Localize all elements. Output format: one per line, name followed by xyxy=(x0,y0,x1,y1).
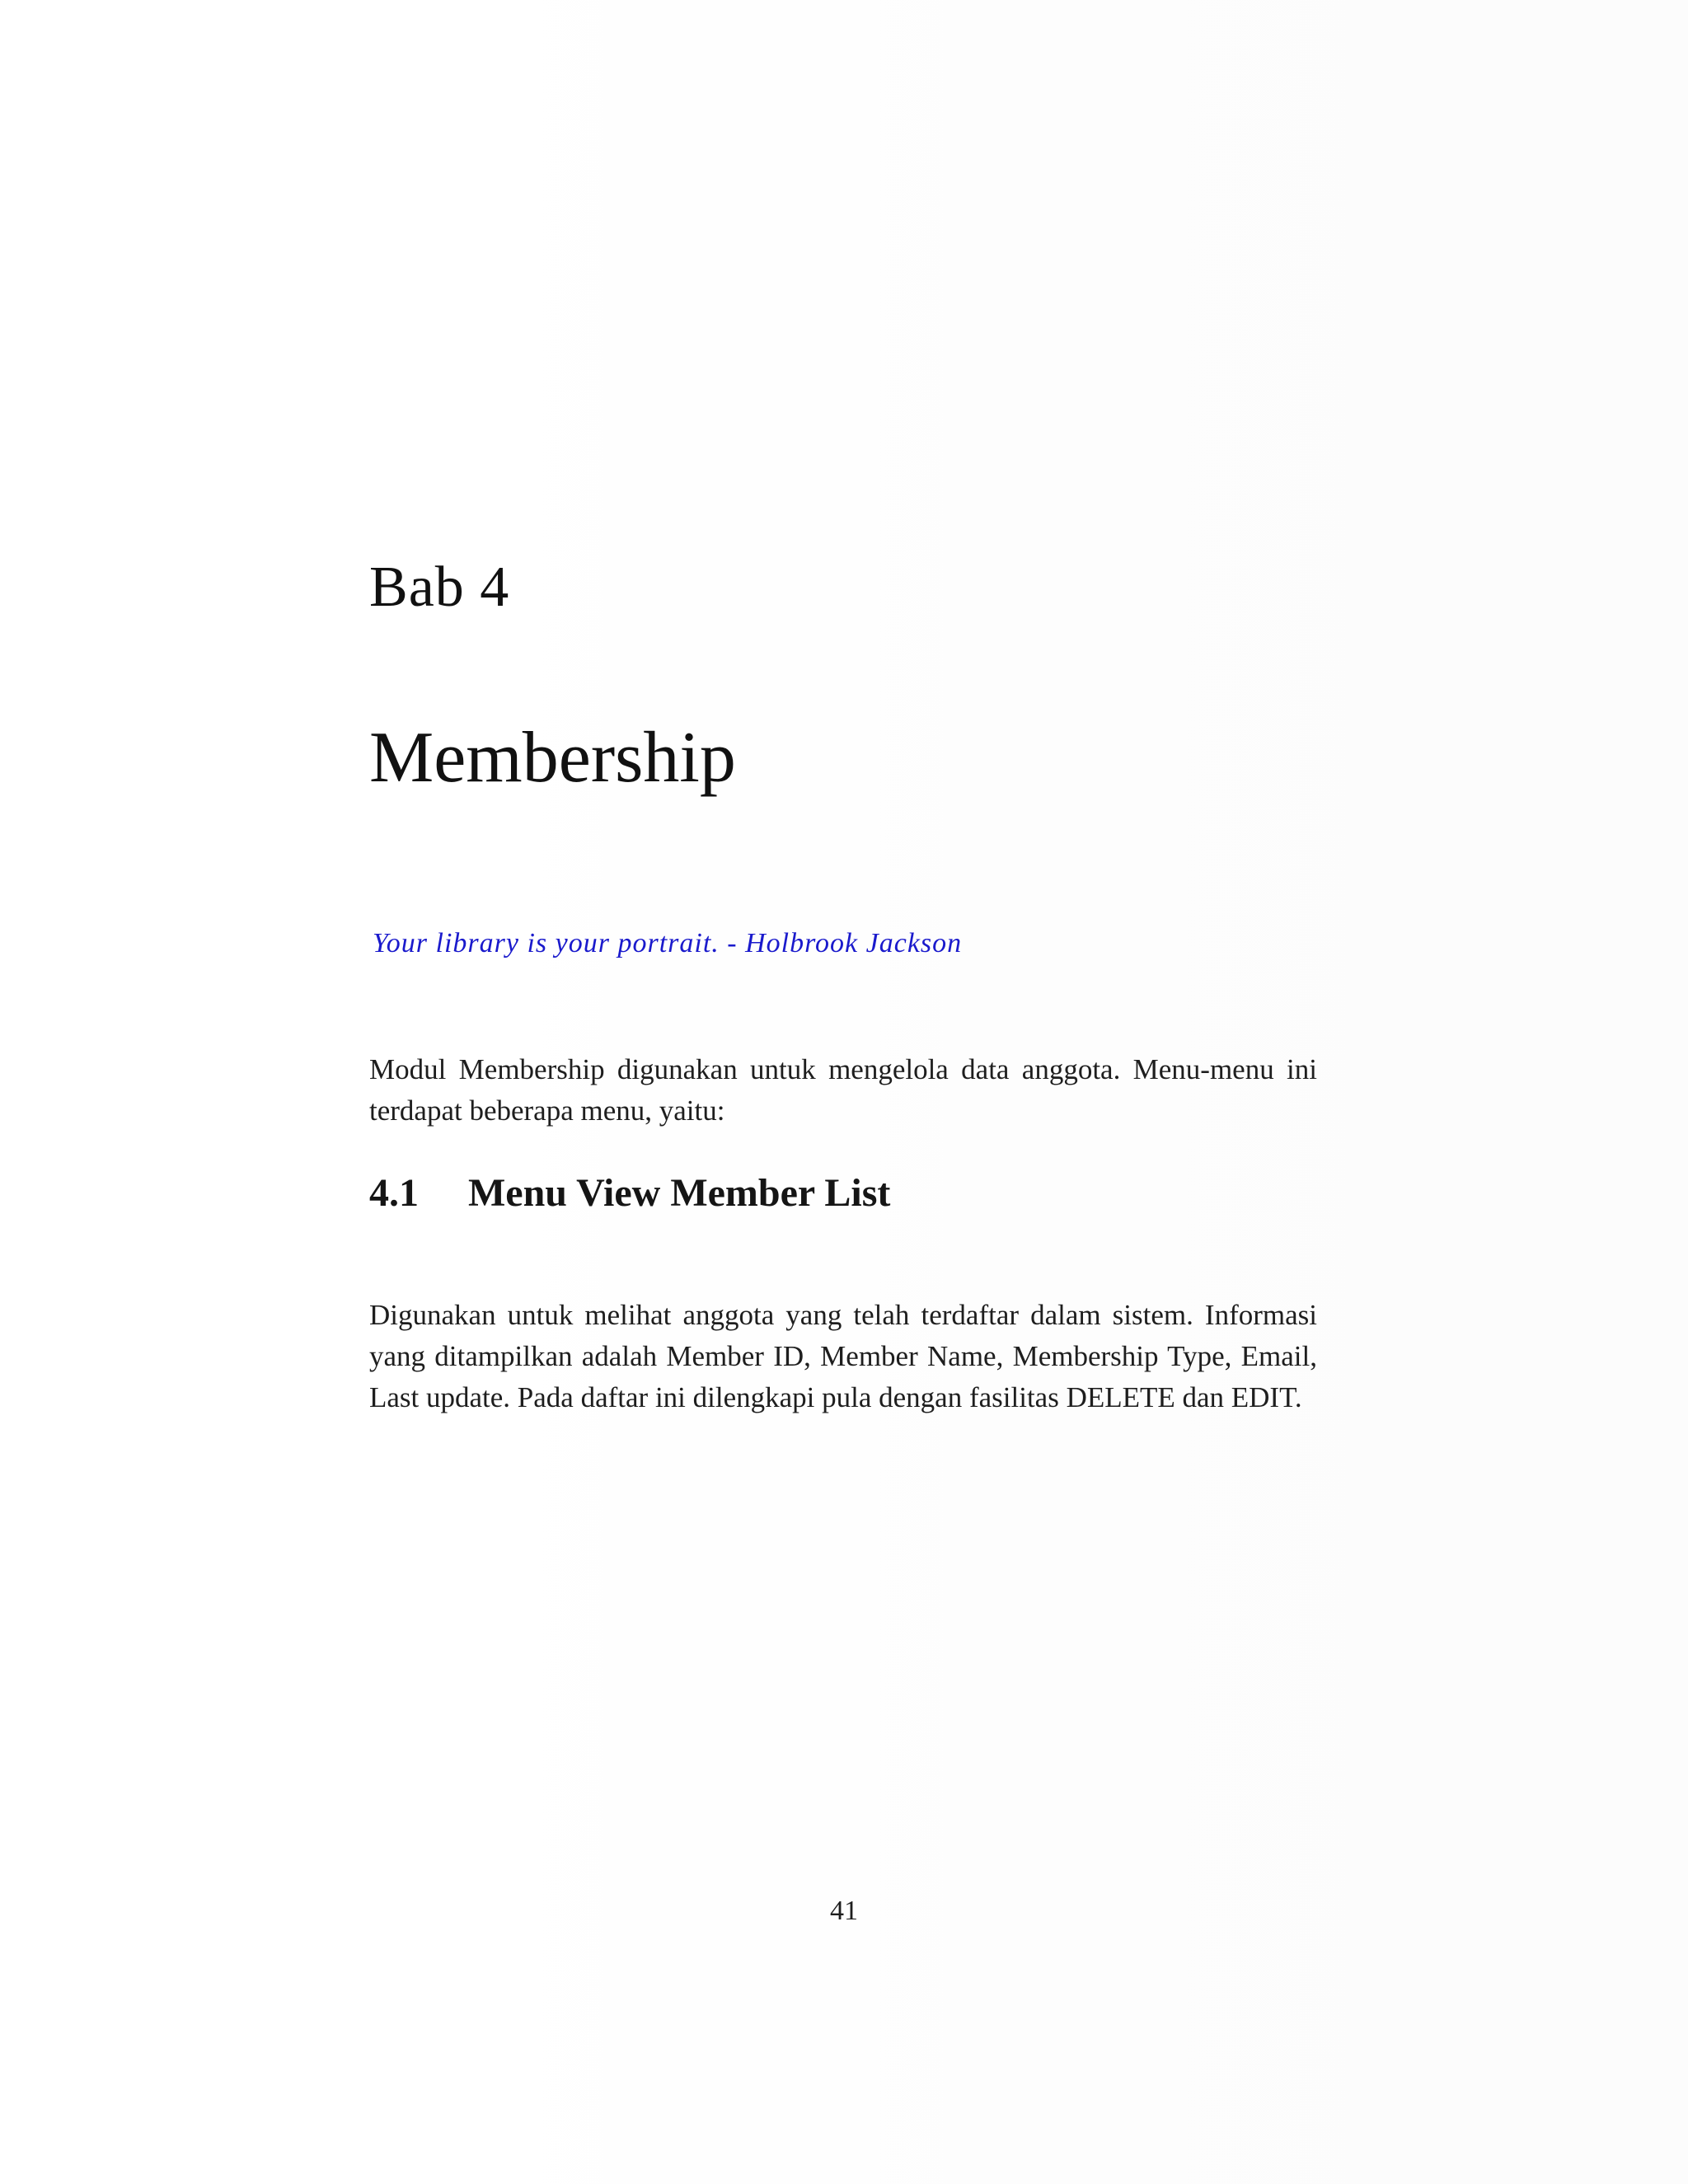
chapter-label: Bab 4 xyxy=(369,555,510,619)
page-number: 41 xyxy=(830,1896,858,1926)
chapter-title: Membership xyxy=(369,718,736,798)
epigraph-quote: Your library is your portrait. - Holbrook Jackson xyxy=(373,928,963,958)
section-heading xyxy=(369,1171,891,1215)
intro-paragraph: Modul Membership digunakan untuk mengelola data anggota. Menu-menu ini terdapat beberapa menu, yaitu: xyxy=(369,1053,1317,1127)
section-body-paragraph: Digunakan untuk melihat anggota yang telah terdaftar dalam sistem. Informasi yang ditampilkan adalah Member ID, Member Name, Membership Type, Email, Last update. Pada daftar ini dilengkapi pula dengan fasilitas DELETE dan EDIT. xyxy=(369,1299,1317,1413)
section-title: Menu View Member List xyxy=(468,1171,891,1215)
section-number: 4.1 xyxy=(369,1171,419,1215)
